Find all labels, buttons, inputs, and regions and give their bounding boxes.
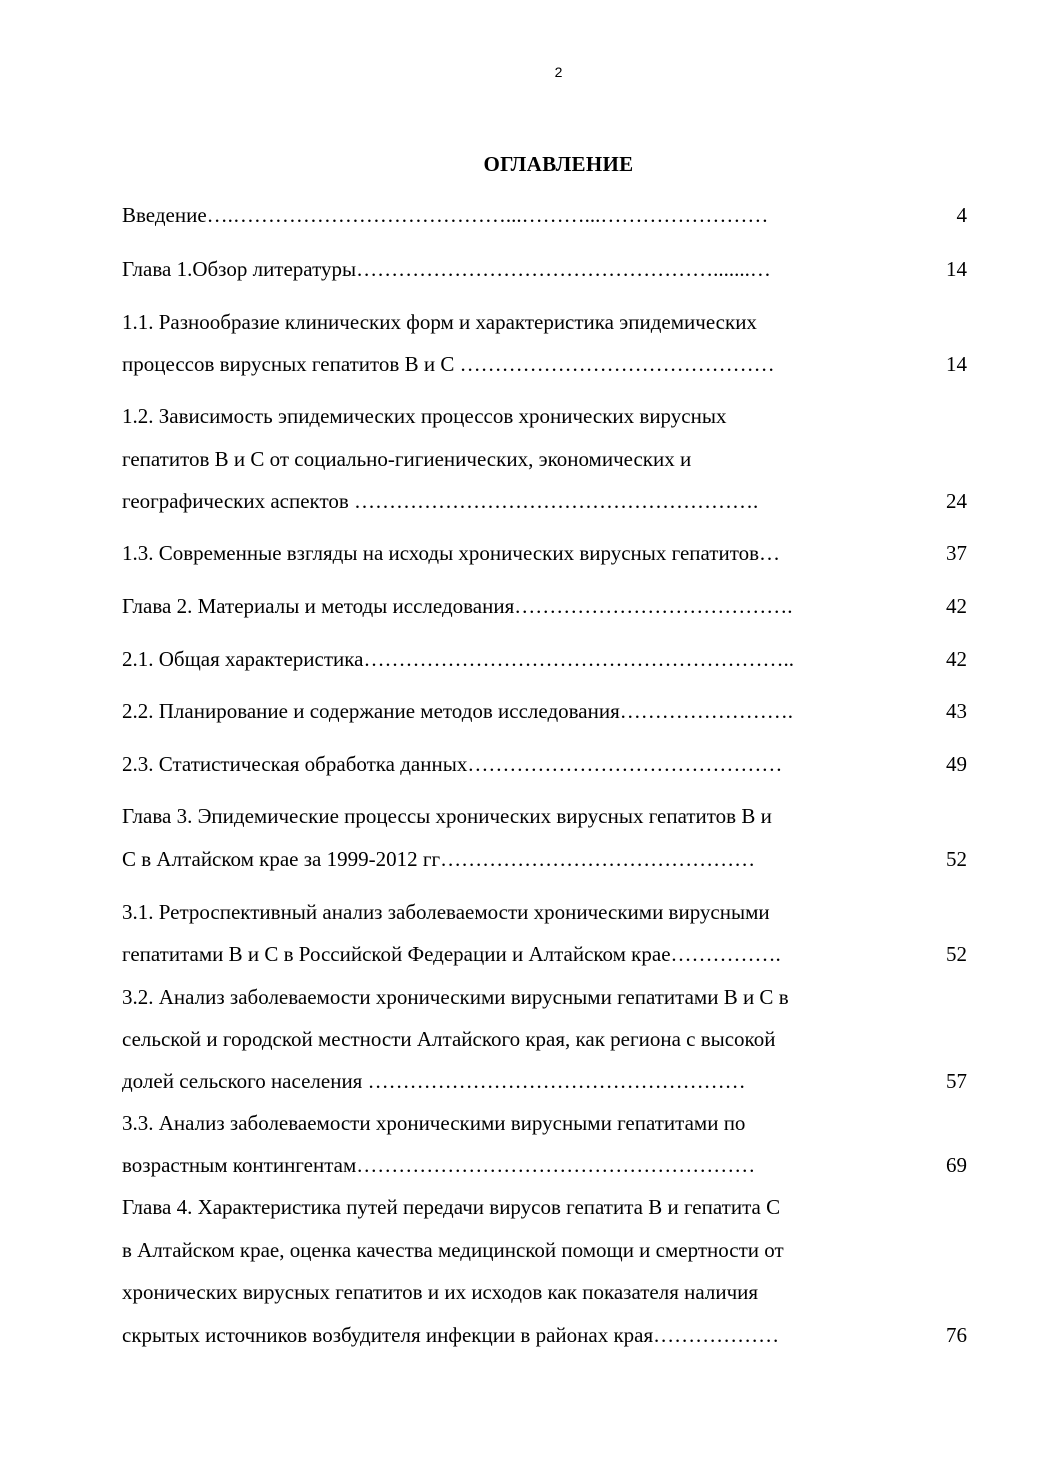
toc-line: 1.3. Современные взгляды на исходы хронических вирусных гепатитов… xyxy=(122,541,781,565)
toc-line: гепатитов В и С от социально-гигиенических, экономических и xyxy=(122,447,692,471)
toc-line: в Алтайском крае, оценка качества медицинской помощи и смертности от xyxy=(122,1238,784,1262)
toc-line: долей сельского населения ……………………………………………… xyxy=(122,1069,746,1093)
toc-line: сельской и городской местности Алтайского края, как региона с высокой xyxy=(122,1027,776,1051)
toc-line: С в Алтайском крае за 1999-2012 гг……………………………………… xyxy=(122,847,756,871)
toc-page: 24 xyxy=(946,489,967,513)
toc-line: 3.1. Ретроспективный анализ заболеваемости хроническими вирусными xyxy=(122,900,770,924)
toc-line: 1.2. Зависимость эпидемических процессов хронических вирусных xyxy=(122,404,727,428)
toc-page: 42 xyxy=(946,594,967,618)
toc-page: 52 xyxy=(946,847,967,871)
toc-line: географических аспектов …………………………………………………. xyxy=(122,489,759,513)
toc-line: 2.1. Общая характеристика…………………………………………………….. xyxy=(122,647,794,671)
toc-line: возрастным контингентам………………………………………………… xyxy=(122,1153,756,1177)
toc-line: Введение….…………………………………...………...…………………… xyxy=(122,203,769,227)
toc-line: Глава 3. Эпидемические процессы хронических вирусных гепатитов В и xyxy=(122,804,772,828)
toc-page: 49 xyxy=(946,752,967,776)
toc-line: 3.2. Анализ заболеваемости хроническими вирусными гепатитами В и С в xyxy=(122,985,789,1009)
toc-page: 76 xyxy=(946,1323,967,1347)
toc-line: Глава 2. Материалы и методы исследования…………………………………. xyxy=(122,594,793,618)
toc-page: 69 xyxy=(946,1153,967,1177)
toc-line: 2.2. Планирование и содержание методов исследования……………………. xyxy=(122,699,793,723)
toc-page: 57 xyxy=(946,1069,967,1093)
toc-page: 14 xyxy=(946,257,967,281)
toc-line: Глава 4. Характеристика путей передачи вирусов гепатита В и гепатита С xyxy=(122,1195,781,1219)
page-number: 2 xyxy=(554,64,563,80)
toc-line: гепатитами В и С в Российской Федерации и Алтайском крае……………. xyxy=(122,942,781,966)
toc-page: 14 xyxy=(946,352,967,376)
toc-line: 3.3. Анализ заболеваемости хроническими вирусными гепатитами по xyxy=(122,1111,746,1135)
toc-line: Глава 1.Обзор литературы…………………………………………….......… xyxy=(122,257,771,281)
toc-page: 4 xyxy=(956,203,967,227)
toc-page: 43 xyxy=(946,699,967,723)
toc-line: 1.1. Разнообразие клинических форм и характеристика эпидемических xyxy=(122,310,757,334)
toc-line: скрытых источников возбудителя инфекции в районах края……………… xyxy=(122,1323,780,1347)
toc-page: 52 xyxy=(946,942,967,966)
toc-page: 37 xyxy=(946,541,967,565)
page-title: ОГЛАВЛЕНИЕ xyxy=(483,152,634,176)
toc-line: 2.3. Статистическая обработка данных……………………………………… xyxy=(122,752,783,776)
toc-line: процессов вирусных гепатитов В и С ……………………………………… xyxy=(122,352,775,376)
toc-line: хронических вирусных гепатитов и их исходов как показателя наличия xyxy=(122,1280,759,1304)
toc-page: 42 xyxy=(946,647,967,671)
